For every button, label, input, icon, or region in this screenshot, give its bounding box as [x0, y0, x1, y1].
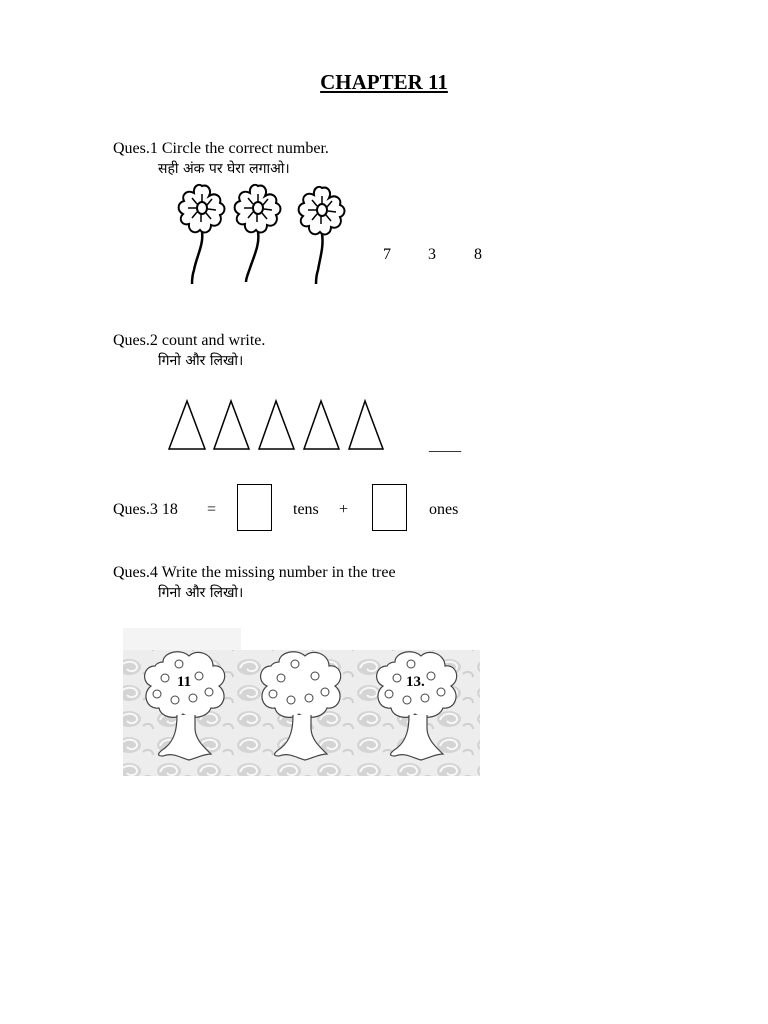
ones-answer-box[interactable]	[372, 484, 407, 531]
tree-2-missing-number[interactable]	[292, 674, 316, 692]
q3-tens: tens	[293, 501, 319, 518]
trees-illustration	[115, 628, 480, 776]
triangle-1	[169, 401, 205, 449]
triangle-4	[304, 401, 339, 449]
q1-hindi: सही अंक पर घेरा लगाओ।	[158, 161, 290, 177]
triangle-5	[349, 401, 383, 449]
tens-answer-box[interactable]	[237, 484, 272, 531]
q2-label: Ques.2 count and write.	[113, 332, 266, 349]
q3-label: Ques.3 18	[113, 501, 178, 518]
flowers-illustration	[170, 178, 360, 288]
q3-plus: +	[339, 501, 349, 518]
q2-answer-blank[interactable]: ____	[429, 437, 461, 454]
q3-ones: ones	[429, 501, 459, 518]
option-8[interactable]: 8	[474, 246, 482, 263]
flower-2	[235, 185, 281, 282]
option-7[interactable]: 7	[383, 246, 391, 263]
q3-equals: =	[207, 501, 217, 518]
tree-3-number: 13.	[406, 674, 425, 690]
triangle-2	[214, 401, 249, 449]
q4-label: Ques.4 Write the missing number in the tree	[113, 564, 396, 581]
flower-3	[299, 187, 345, 284]
tree-1-number: 11	[177, 674, 192, 690]
q4-hindi: गिनो और लिखो।	[158, 585, 244, 601]
q2-hindi: गिनो और लिखो।	[158, 353, 244, 369]
triangles-illustration	[165, 398, 390, 454]
triangle-3	[259, 401, 294, 449]
option-3[interactable]: 3	[428, 246, 436, 263]
page-title: CHAPTER 11	[320, 70, 448, 94]
q1-label: Ques.1 Circle the correct number.	[113, 140, 329, 157]
flower-1	[179, 185, 225, 284]
